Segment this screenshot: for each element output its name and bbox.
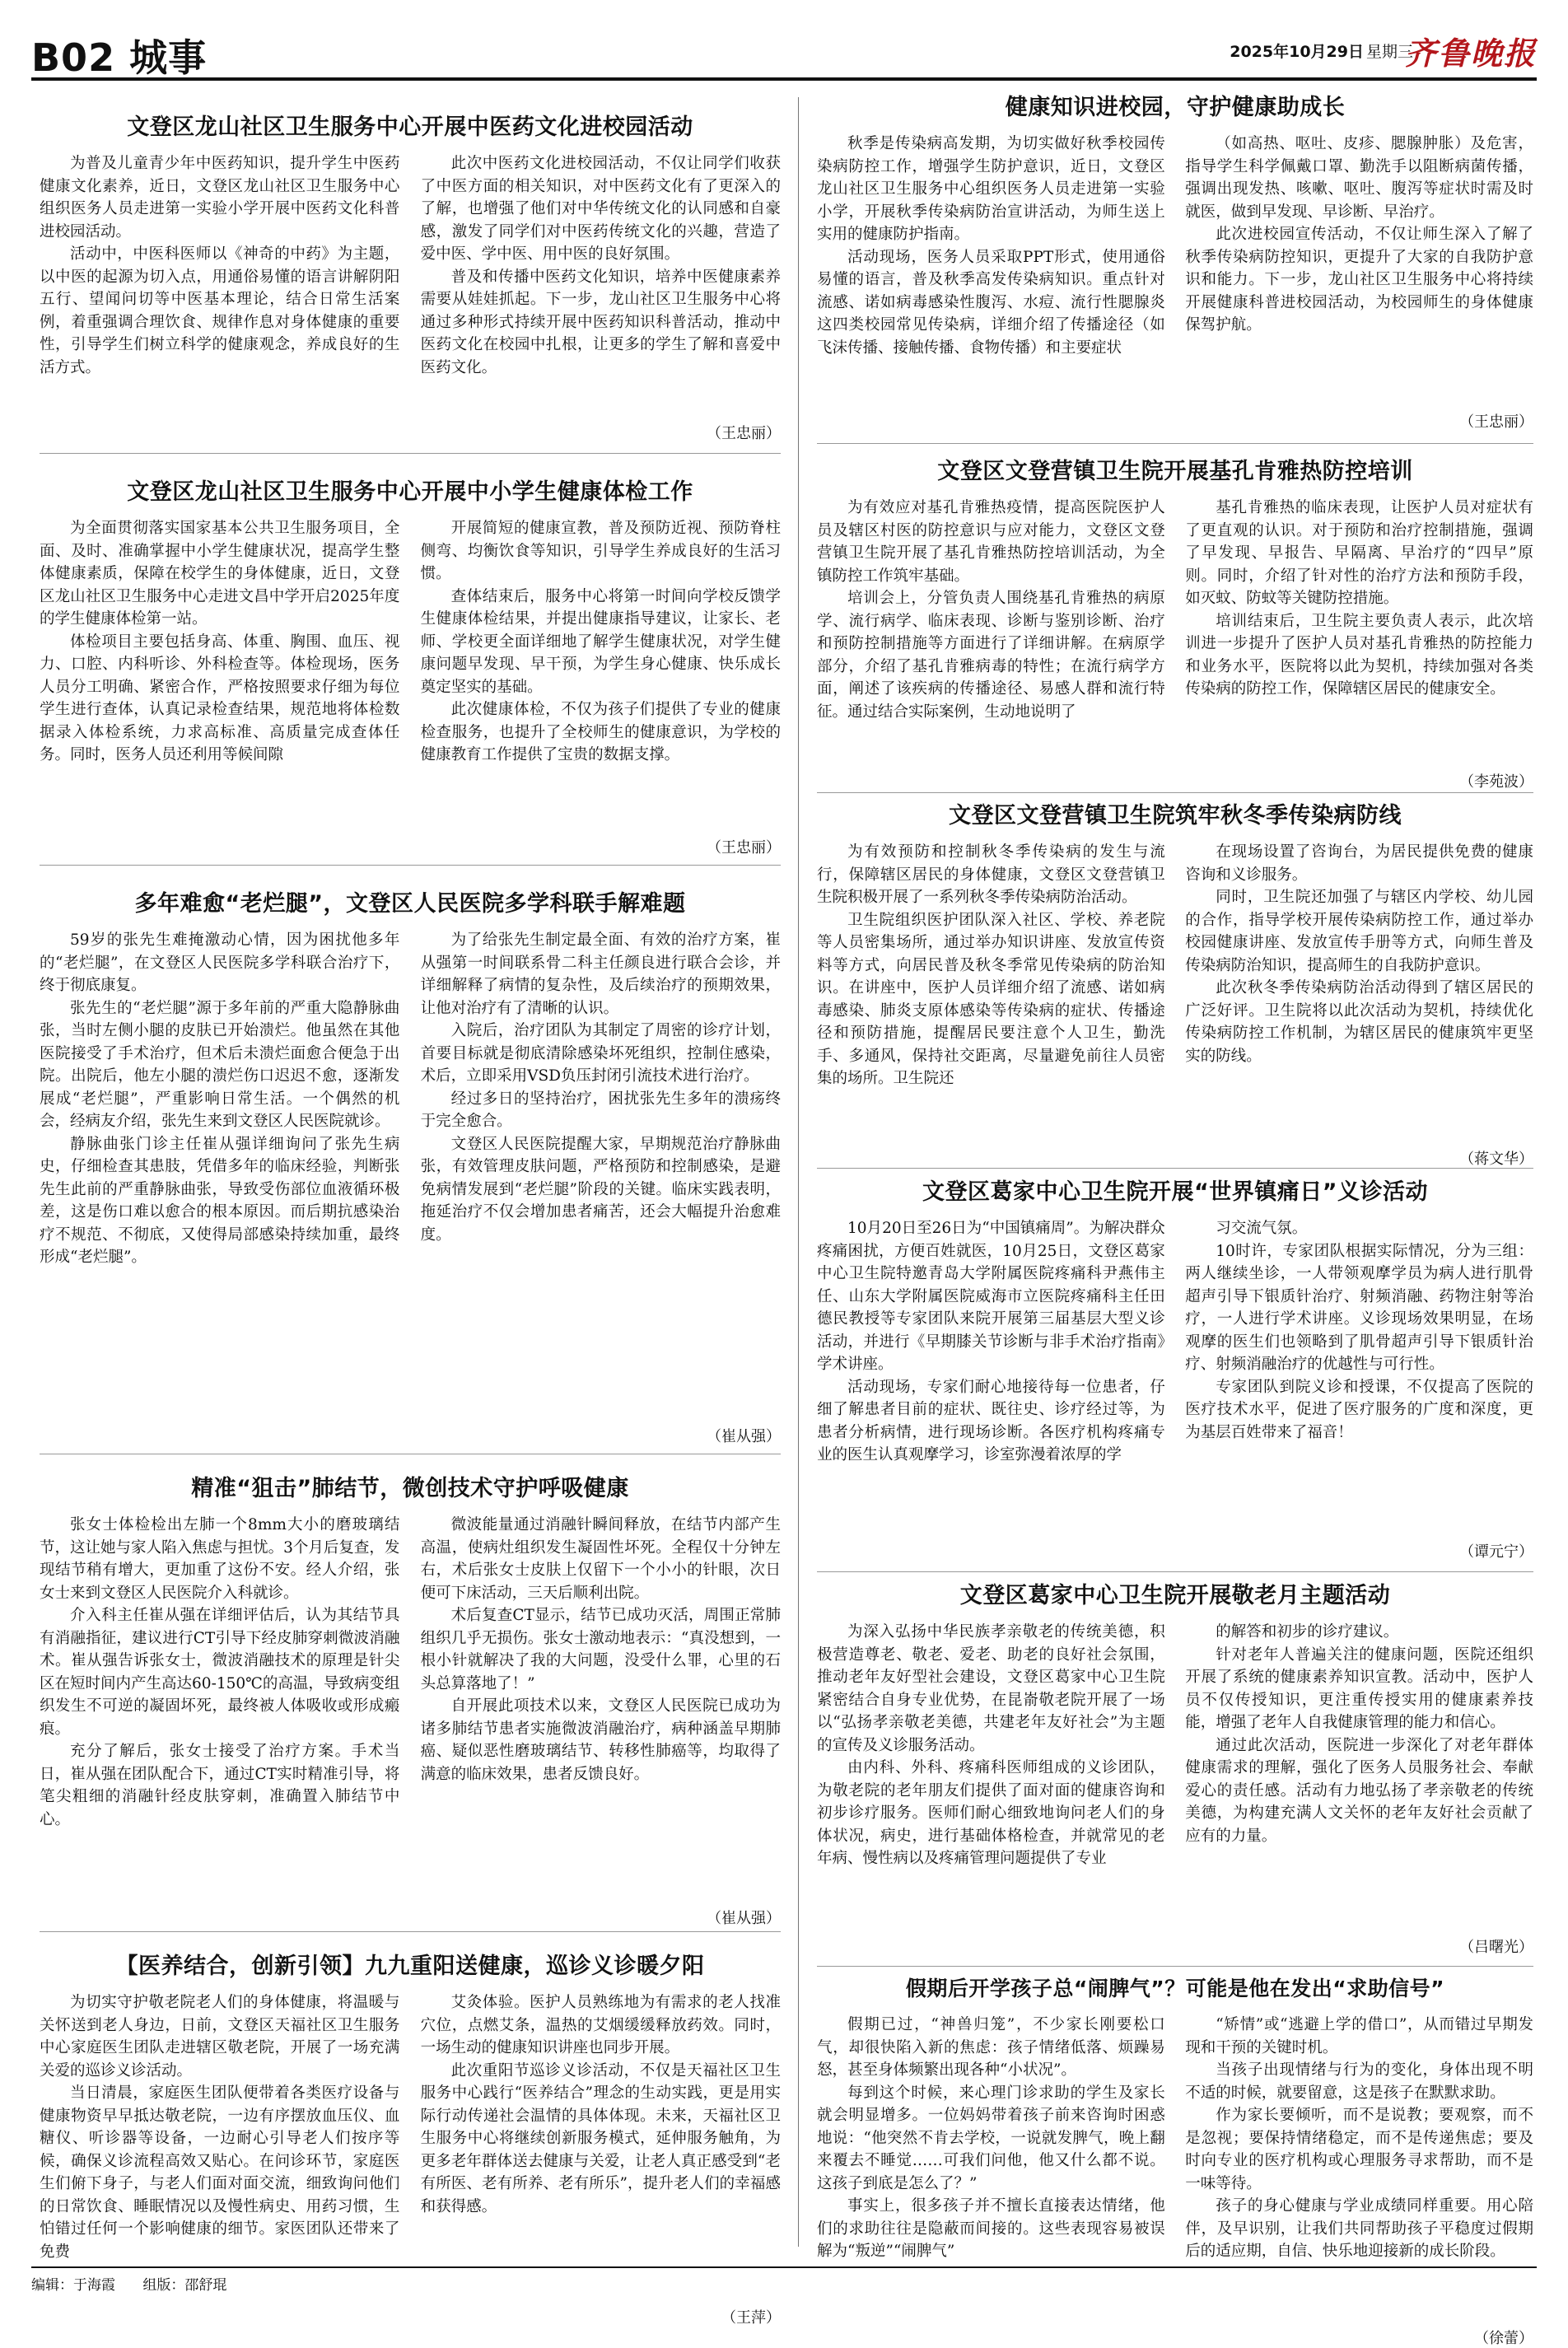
article-separator bbox=[40, 865, 781, 866]
article bbox=[817, 1972, 1533, 2347]
paragraph: 静脉曲张门诊主任崔从强详细询问了张先生病史，仔细检查其患肢，凭借多年的临床经验，判断张先生此前的严重静脉曲张，导致受伤部位血液循环极差，这是伤口难以愈合的根本原因。而后期抗感染治疗不规范、不彻底，又使得局部感染持续加重，最终形成“老烂腿”。 bbox=[40, 1135, 400, 1266]
article-headline: 健康知识进校园，守护健康助成长 bbox=[1005, 95, 1346, 120]
paragraph: 活动现场，医务人员采取PPT形式，使用通俗易懂的语言，普及秋季高发传染病知识。重点针对流感、诺如病毒感染性腹泻、水痘、流行性腮腺炎这四类校园常见传染病，详细介绍了传播途径（如飞沫传播、接触传播、食物传播）和主要症状 bbox=[817, 248, 1165, 357]
article bbox=[817, 1174, 1533, 1561]
article-column-2 bbox=[1185, 497, 1533, 723]
article-column-1 bbox=[817, 1621, 1165, 1870]
article-column-1 bbox=[817, 841, 1165, 1090]
paragraph: 通过此次活动，医院进一步深化了对老年群体健康需求的理解，强化了医务人员服务社会、奉献爱心的责任感。活动有力地弘扬了孝亲敬老的传统美德，为构建充满人文关怀的老年友好社会贡献了应有的力量。 bbox=[1185, 1736, 1533, 1845]
paragraph: 10月20日至26日为“中国镇痛周”。为解决群众疼痛困扰，方便百姓就医，10月25日，文登区葛家中心卫生院特邀青岛大学附属医院疼痛科尹燕伟主任、山东大学附属医院威海市立医院疼痛科主任田德民教授等专家团队来院开展第三届基层大型义诊活动，并进行《早期膝关节诊断与非手术治疗指南》学术讲座。 bbox=[817, 1220, 1165, 1373]
article-headline: 文登区龙山社区卫生服务中心开展中医药文化进校园活动 bbox=[127, 114, 693, 140]
paragraph: 每到这个时候，来心理门诊求助的学生及家长就会明显增多。一位妈妈带着孩子前来咨询时困惑地说：“他突然不肯去学校，一说就发脾气，晚上翻来覆去不睡觉……可我们问他，他又什么都不说。这孩子到底是怎么了？” bbox=[817, 2084, 1165, 2192]
paragraph: 59岁的张先生难掩激动心情，因为困扰他多年的“老烂腿”，在文登区人民医院多学科联合治疗下，终于彻底康复。 bbox=[40, 931, 400, 994]
paragraph: 针对老年人普遍关注的健康问题，医院还组织开展了系统的健康素养知识宣教。活动中，医护人员不仅传授知识，更注重传授实用的健康素养技能，增强了老年人自我健康管理的能力和信心。 bbox=[1185, 1645, 1533, 1731]
article-separator bbox=[817, 792, 1533, 793]
article-column-2 bbox=[421, 929, 781, 1269]
paragraph: 此次健康体检，不仅为孩子们提供了专业的健康检查服务，也提升了全校师生的健康意识，为学校的健康教育工作提供了宝贵的数据支撑。 bbox=[420, 701, 781, 763]
layout-credit: 组版：邵舒琨 bbox=[142, 2277, 227, 2294]
paragraph: 基孔肯雅热的临床表现，让医护人员对症状有了更直观的认识。对于预防和治疗控制措施，强调了早发现、早报告、早隔离、早治疗的“四早”原则。同时，介绍了针对性的治疗方法和预防手段，如灭蚊、防蚊等关键防控措施。 bbox=[1185, 499, 1533, 607]
article-headline: 文登区文登营镇卫生院开展基孔肯雅热防控培训 bbox=[937, 459, 1413, 484]
article-headline: 【医养结合，创新引领】九九重阳送健康，巡诊义诊暖夕阳 bbox=[115, 1954, 705, 1979]
paragraph: 经过多日的坚持治疗，困扰张先生多年的溃疡终于完全愈合。 bbox=[420, 1090, 781, 1130]
paragraph: 介入科主任崔从强在详细评估后，认为其结节具有消融指征，建议进行CT引导下经皮肺穿刺微波消融术。崔从强告诉张女士，微波消融技术的原理是针尖区在短时间内产生高达60-150℃的高温，导致病变组织发生不可逆的凝固坏死，最终被人体吸收或形成瘢痕。 bbox=[40, 1607, 400, 1738]
paragraph: 当孩子出现情绪与行为的变化，身体出现不明不适的时候，就要留意，这是孩子在默默求助。 bbox=[1185, 2061, 1533, 2102]
paragraph: 体检项目主要包括身高、体重、胸围、血压、视力、口腔、内科听诊、外科检查等。体检现场，医务人员分工明确、紧密合作，严格按照要求仔细为每位学生进行查体，认真记录检查结果，规范地将体检数据录入体检系统，力求高标准、高质量完成查体任务。同时，医务人员还利用等候间隙 bbox=[40, 633, 400, 763]
paragraph: “矫情”或“逃避上学的借口”，从而错过早期发现和干预的关键时机。 bbox=[1185, 2016, 1533, 2056]
article-author: （王忠丽） bbox=[707, 839, 781, 857]
paragraph: 10时许，专家团队根据实际情况，分为三组：两人继续坐诊，一人带领观摩学员为病人进行肌骨超声引导下银质针治疗、射频消融、药物注射等治疗，一人进行学术讲座。义诊现场效果明显，在场观摩的医生们也领略到了肌骨超声引导下银质针治疗、射频消融治疗的优越性与可行性。 bbox=[1185, 1242, 1533, 1373]
article bbox=[817, 797, 1533, 1168]
article-column-1 bbox=[40, 929, 399, 1269]
article-column-2 bbox=[421, 152, 781, 379]
paragraph: 活动中，中医科医师以《神奇的中药》为主题，以中医的起源为切入点，用通俗易懂的语言讲解阴阳五行、望闻问切等中医基本理论，结合日常生活案例，着重强调合理饮食、规律作息对身体健康的重要性，引导学生们树立科学的健康观念，养成良好的生活方式。 bbox=[40, 245, 400, 376]
paragraph: 为切实守护敬老院老人们的身体健康，将温暖与关怀送到老人身边，日前，文登区天福社区卫生服务中心家庭医生团队走进辖区敬老院，开展了一场充满关爱的巡诊义诊活动。 bbox=[40, 1994, 400, 2080]
article-author: （王萍） bbox=[721, 2309, 781, 2327]
article-author: （崔从强） bbox=[707, 1910, 781, 1927]
paragraph: 为普及儿童青少年中医药知识，提升学生中医药健康文化素养，近日，文登区龙山社区卫生服务中心组织医务人员走进第一实验小学开展中医药文化科普进校园活动。 bbox=[40, 155, 400, 240]
paragraph: 的解答和初步的诊疗建议。 bbox=[1216, 1623, 1399, 1641]
article-column-1 bbox=[40, 1991, 399, 2263]
editor-credit: 编辑：于海霞 bbox=[31, 2277, 115, 2294]
article bbox=[40, 1470, 781, 1927]
article-column-2 bbox=[1185, 2014, 1533, 2263]
article-column-1 bbox=[817, 133, 1165, 359]
paragraph: 为有效应对基孔肯雅热疫情，提高医院医护人员及辖区村医的防控意识与应对能力，文登区文登营镇卫生院开展了基孔肯雅热防控培训活动，为全镇防控工作筑牢基础。 bbox=[817, 499, 1165, 585]
column-divider bbox=[798, 97, 799, 2247]
paragraph: 为了给张先生制定最全面、有效的治疗方案，崔从强第一时间联系骨二科主任颜良进行联合会诊，并详细解释了病情的复杂性，及后续治疗的预期效果，让他对治疗有了清晰的认识。 bbox=[420, 931, 781, 1017]
article-column-2 bbox=[421, 1514, 781, 1831]
article-column-2 bbox=[1185, 1217, 1533, 1467]
article-separator bbox=[817, 1168, 1533, 1169]
issue-date: 2025年10月29日 bbox=[1230, 43, 1364, 61]
article-column-1 bbox=[817, 1217, 1165, 1467]
article-author: （吕曙光） bbox=[1459, 1939, 1533, 1956]
paragraph: 开展简短的健康宣教，普及预防近视、预防脊柱侧弯、均衡饮食等知识，引导学生养成良好的生活习惯。 bbox=[420, 520, 781, 582]
article bbox=[817, 1577, 1533, 1956]
paragraph: 为深入弘扬中华民族孝亲敬老的传统美德，积极营造尊老、敬老、爱老、助老的良好社会氛围，推动老年友好型社会建设，文登区葛家中心卫生院紧密结合自身专业优势，在昆嵛敬老院开展了一场以“弘扬孝亲敬老美德，共建老年友好社会”为主题的宣传及义诊服务活动。 bbox=[817, 1623, 1165, 1754]
paragraph: 张先生的“老烂腿”源于多年前的严重大隐静脉曲张，当时左侧小腿的皮肤已开始溃烂。他虽然在其他医院接受了手术治疗，但术后未溃烂面愈合便急于出院。出院后，他左小腿的溃烂伤口迟迟不愈，逐渐发展成“老烂腿”，严重影响日常生活。一个偶然的机会，经病友介绍，张先生来到文登区人民医院就诊。 bbox=[40, 999, 400, 1130]
article-separator bbox=[40, 453, 781, 454]
paragraph: 培训会上，分管负责人围绕基孔肯雅热的病原学、流行病学、临床表现、诊断与鉴别诊断、治疗和预防控制措施等方面进行了详细讲解。在病原学部分，介绍了基孔肯雅病毒的特性；在流行病学方面，阐述了该疾病的传播途径、易感人群和流行特征。通过结合实际案例，生动地说明了 bbox=[817, 590, 1165, 721]
paragraph: 培训结束后，卫生院主要负责人表示，此次培训进一步提升了医护人员对基孔肯雅热的防控能力和业务水平，医院将以此为契机，持续加强对各类传染病的防控工作，保障辖区居民的健康安全。 bbox=[1185, 612, 1533, 698]
article-column-2 bbox=[1185, 841, 1533, 1090]
article-headline: 文登区葛家中心卫生院开展“世界镇痛日”义诊活动 bbox=[922, 1179, 1428, 1205]
article-headline: 多年难愈“老烂腿”，文登区人民医院多学科联手解难题 bbox=[134, 891, 686, 917]
article-headline: 文登区文登营镇卫生院筑牢秋冬季传染病防线 bbox=[949, 803, 1402, 829]
paragraph: 作为家长要倾听，而不是说教；要观察，而不是忽视；要保持情绪稳定，而不是传递焦虑；要及时向专业的医疗机构或心理服务寻求帮助，而不是一味等待。 bbox=[1185, 2107, 1533, 2192]
article-separator bbox=[817, 1966, 1533, 1967]
paragraph: 艾灸体验。医护人员熟练地为有需求的老人找准穴位，点燃艾条，温热的艾烟缓缓释放药效。同时，一场生动的健康知识讲座也同步开展。 bbox=[420, 1994, 781, 2056]
article bbox=[40, 885, 781, 1445]
paragraph: 查体结束后，服务中心将第一时间向学校反馈学生健康体检结果，并提出健康指导建议，让家长、老师、学校更全面详细地了解学生健康状况，对学生健康问题早发现、早干预，为学生身心健康、快乐成长奠定坚实的基础。 bbox=[420, 587, 781, 696]
article-author: （李苑波） bbox=[1459, 773, 1533, 791]
paragraph: 微波能量通过消融针瞬间释放，在结节内部产生高温，使病灶组织发生凝固性坏死。全程仅十分钟左右，术后张女士皮肤上仅留下一个小小的针眼，次日便可下床活动，三天后顺利出院。 bbox=[420, 1516, 781, 1602]
paragraph: 秋季是传染病高发期，为切实做好秋季校园传染病防控工作，增强学生防护意识，近日，文登区龙山社区卫生服务中心组织医务人员走进第一实验小学，开展秋季传染病防治宣讲活动，为师生送上实用的健康防护指南。 bbox=[817, 135, 1165, 243]
article-headline: 假期后开学孩子总“闹脾气”？可能是他在发出“求助信号” bbox=[905, 1977, 1445, 2000]
paragraph: 普及和传播中医药文化知识，培养中医健康素养需要从娃娃抓起。下一步，龙山社区卫生服务中心将通过多种形式持续开展中医药知识科普活动，推动中医药文化在校园中扎根，让更多的学生了解和喜爱中医药文化。 bbox=[420, 268, 781, 376]
article-author: （谭元宁） bbox=[1459, 1543, 1533, 1561]
paragraph: 为有效预防和控制秋冬季传染病的发生与流行，保障辖区居民的身体健康，文登区文登营镇卫生院积极开展了一系列秋冬季传染病防治活动。 bbox=[817, 843, 1165, 906]
article-column-2 bbox=[421, 517, 781, 767]
article-author: （蒋文华） bbox=[1459, 1151, 1533, 1168]
article-headline: 精准“狙击”肺结节，微创技术守护呼吸健康 bbox=[191, 1476, 629, 1501]
article-author: （徐蕾） bbox=[1474, 2330, 1533, 2347]
article-column-1 bbox=[817, 2014, 1165, 2263]
article-author: （王忠丽） bbox=[1459, 413, 1533, 431]
article-column-1 bbox=[40, 152, 399, 379]
paragraph: 此次秋冬季传染病防治活动得到了辖区居民的广泛好评。卫生院将以此次活动为契机，持续优化传染病防控工作机制，为辖区居民的健康筑牢更坚实的防线。 bbox=[1185, 979, 1533, 1065]
article-headline: 文登区葛家中心卫生院开展敬老月主题活动 bbox=[959, 1583, 1391, 1608]
paragraph: 同时，卫生院还加强了与辖区内学校、幼儿园的合作，指导学校开展传染病防控工作，通过举办校园健康讲座、发放宣传手册等方式，向师生普及传染病防治知识，提高师生的自我防护意识。 bbox=[1185, 889, 1533, 974]
article-column-1 bbox=[817, 497, 1165, 723]
paragraph: 文登区人民医院提醒大家，早期规范治疗静脉曲张，有效管理皮肤问题，严格预防和控制感染，是避免病情发展到“老烂腿”阶段的关键。临床实践表明，拖延治疗不仅会增加患者痛苦，还会大幅提升治愈难度。 bbox=[420, 1135, 781, 1244]
paragraph: 入院后，治疗团队为其制定了周密的诊疗计划，首要目标就是彻底清除感染坏死组织，控制住感染，术后，立即采用VSD负压封闭引流技术进行治疗。 bbox=[420, 1022, 781, 1085]
paragraph: 事实上，很多孩子并不擅长直接表达情绪，他们的求助往往是隐蔽而间接的。这些表现容易被误解为“叛逆”“闹脾气” bbox=[817, 2197, 1165, 2260]
article-author: （崔从强） bbox=[707, 1428, 781, 1445]
paragraph: 张女士体检检出左肺一个8mm大小的磨玻璃结节，这让她与家人陷入焦虑与担忧。3个月后复查，发现结节稍有增大，更加重了这份不安。经人介绍，张女士来到文登区人民医院介入科就诊。 bbox=[40, 1516, 400, 1602]
paragraph: 卫生院组织医护团队深入社区、学校、养老院等人员密集场所，通过举办知识讲座、发放宣传资料等方式，向居民普及秋冬季常见传染病的防治知识。在讲座中，医护人员详细介绍了流感、诺如病毒感染、肺炎支原体感染等传染病的症状、传播途径和预防措施，提醒居民要注意个人卫生，勤洗手、多通风，保持社交距离，尽量避免前往人员密集的场所。卫生院还 bbox=[817, 911, 1165, 1087]
paragraph: 在现场设置了咨询台，为居民提供免费的健康咨询和义诊服务。 bbox=[1185, 843, 1533, 884]
article bbox=[40, 109, 781, 442]
paragraph: 习交流气氛。 bbox=[1216, 1220, 1308, 1237]
issue-weekday: 星期三 bbox=[1365, 43, 1413, 61]
paragraph: 此次重阳节巡诊义诊活动，不仅是天福社区卫生服务中心践行“医养结合”理念的生动实践，更是用实际行动传递社会温情的具体体现。未来，天福社区卫生服务中心将继续创新服务模式，延伸服务触角，为更多老年群体送去健康与关爱，让老人真正感受到“老有所医、老有所养、老有所乐”，提升老人们的幸福感和获得感。 bbox=[420, 2061, 781, 2215]
article-column-2 bbox=[1185, 133, 1533, 359]
paragraph: 此次进校园宣传活动，不仅让师生深入了解了秋季传染病防控知识，更提升了大家的自我防护意识和能力。下一步，龙山社区卫生服务中心将持续开展健康科普进校园活动，为校园师生的身体健康保驾护航。 bbox=[1185, 226, 1533, 334]
article-separator bbox=[817, 1571, 1533, 1572]
newspaper-logo: 齐鲁晚报 bbox=[1404, 35, 1537, 72]
article-column-1 bbox=[40, 517, 399, 767]
masthead bbox=[31, 23, 1537, 81]
article bbox=[40, 474, 781, 857]
paragraph: 当日清晨，家庭医生团队便带着各类医疗设备与健康物资早早抵达敬老院，一边有序摆放血压仪、血糖仪、听诊器等设备，一边耐心引导老人们按序等候，确保义诊流程高效又贴心。在问诊环节，家庭医生们俯下身子，与老人们面对面交流，细致询问他们的日常饮食、睡眠情况以及慢性病史、用药习惯，生怕错过任何一个影响健康的细节。家医团队还带来了免费 bbox=[40, 2084, 400, 2261]
article-separator bbox=[817, 443, 1533, 444]
article bbox=[817, 89, 1533, 431]
article-author: （王忠丽） bbox=[707, 425, 781, 442]
page-footer bbox=[31, 2266, 1537, 2294]
paragraph: 假期已过，“神兽归笼”，不少家长刚要松口气，却很快陷入新的焦虑：孩子情绪低落、烦躁易怒，甚至身体频繁出现各种“小状况”。 bbox=[817, 2016, 1165, 2079]
paragraph: 术后复查CT显示，结节已成功灭活，周围正常肺组织几乎无损伤。张女士激动地表示：“真没想到，一根小针就解决了我的大问题，没受什么罪，心里的石头总算落地了！” bbox=[420, 1607, 781, 1692]
article-headline: 文登区龙山社区卫生服务中心开展中小学生健康体检工作 bbox=[127, 479, 693, 505]
paragraph: 孩子的身心健康与学业成绩同样重要。用心陪伴，及早识别，让我们共同帮助孩子平稳度过假期后的适应期，自信、快乐地迎接新的成长阶段。 bbox=[1185, 2197, 1533, 2260]
article-column-2 bbox=[1185, 1621, 1533, 1870]
paragraph: （如高热、呕吐、皮疹、腮腺肿胀）及危害，指导学生科学佩戴口罩、勤洗手以阻断病菌传播，强调出现发热、咳嗽、呕吐、腹泻等症状时需及时就医，做到早发现、早诊断、早治疗。 bbox=[1185, 135, 1533, 221]
page-number: B02 城事 bbox=[31, 35, 208, 80]
paragraph: 活动现场，专家们耐心地接待每一位患者，仔细了解患者目前的症状、既往史、诊疗经过等，为患者分析病情，进行现场诊断。各医疗机构疼痛专业的医生认真观摩学习，诊室弥漫着浓厚的学 bbox=[817, 1378, 1165, 1463]
paragraph: 自开展此项技术以来，文登区人民医院已成功为诸多肺结节患者实施微波消融治疗，病种涵盖早期肺癌、疑似恶性磨玻璃结节、转移性肺癌等，均取得了满意的临床效果，患者反馈良好。 bbox=[420, 1697, 781, 1783]
article bbox=[817, 453, 1533, 791]
article-column-1 bbox=[40, 1514, 399, 1831]
article-separator bbox=[40, 1931, 781, 1932]
article-column-2 bbox=[421, 1991, 781, 2263]
paragraph: 专家团队到院义诊和授课，不仅提高了医院的医疗技术水平，促进了医疗服务的广度和深度，更为基层百姓带来了福音！ bbox=[1185, 1378, 1533, 1441]
paragraph: 此次中医药文化进校园活动，不仅让同学们收获了中医方面的相关知识，对中医药文化有了更深入的了解，也增强了他们对中华传统文化的认同感和自豪感，激发了同学们对中医药传统文化的兴趣，营造了爱中医、学中医、用中医的良好氛围。 bbox=[420, 155, 781, 263]
paragraph: 由内科、外科、疼痛科医师组成的义诊团队，为敬老院的老年朋友们提供了面对面的健康咨询和初步诊疗服务。医师们耐心细致地询问老人们的身体状况，病史，进行基础体格检查，并就常见的老年病、慢性病以及疼痛管理问题提供了专业 bbox=[817, 1759, 1165, 1867]
paragraph: 充分了解后，张女士接受了治疗方案。手术当日，崔从强在团队配合下，通过CT实时精准引导，将笔尖粗细的消融针经皮肤穿刺，准确置入肺结节中心。 bbox=[40, 1743, 400, 1828]
paragraph: 为全面贯彻落实国家基本公共卫生服务项目，全面、及时、准确掌握中小学生健康状况，提高学生整体健康素质，保障在校学生的身体健康，近日，文登区龙山社区卫生服务中心走进文昌中学开启2025年度的学生健康体检第一站。 bbox=[40, 520, 400, 628]
